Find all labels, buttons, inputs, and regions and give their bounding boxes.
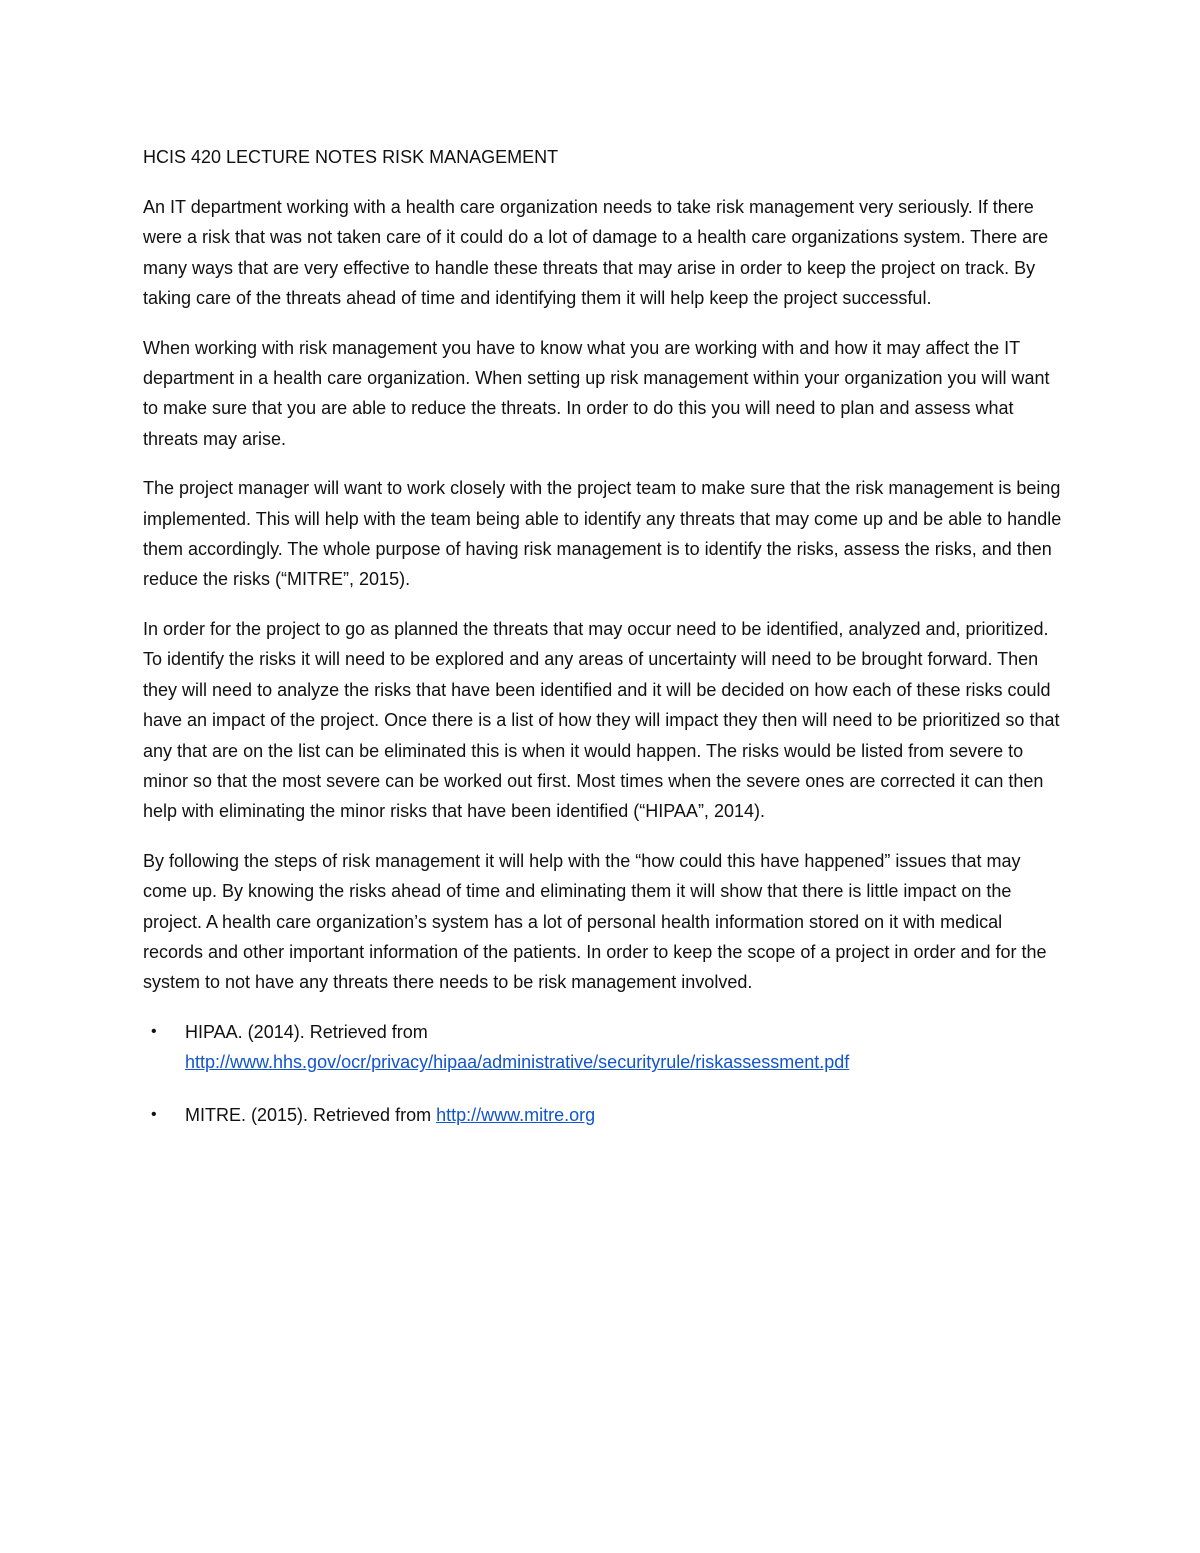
- paragraph-identify-analyze: In order for the project to go as planned the threats that may occur need to be identified, analyzed and, prioritized. To identify the risks it will need to be explored and any areas of uncertainty will need to be brought forward. Then they will need to analyze the risks that have been identified and it will be decided on how each of these risks could have an impact of the project. Once there is a list of how they will impact they then will need to be prioritized so that any that are on the list can be eliminated this is when it would happen. The risks would be listed from severe to minor so that the most severe can be worked out first. Most times when the severe ones are corrected it can then help with eliminating the minor risks that have been identified (“HIPAA”, 2014).: [143, 618, 1060, 822]
- paragraph-working-with-risk: When working with risk management you have to know what you are working with and how it may affect the IT department in a health care organization. When setting up risk management within your organization you will want to make sure that you are able to reduce the threats. In order to do this you will need to plan and assess what threats may arise.: [143, 337, 1050, 449]
- reference-item-mitre: [143, 1100, 1063, 1130]
- reference-item-hipaa: [143, 1017, 1063, 1078]
- references-list: [143, 1017, 1063, 1130]
- reference-link-hipaa[interactable]: http://www.hhs.gov/ocr/privacy/hipaa/administrative/securityrule/riskassessment.pdf: [185, 1052, 850, 1073]
- paragraph-intro: An IT department working with a health care organization needs to take risk management very seriously. If there were a risk that was not taken care of it could do a lot of damage to a health care organizations system. There are many ways that are very effective to handle these threats that may arise in order to keep the project on track. By taking care of the threats ahead of time and identifying them it will help keep the project successful.: [143, 197, 1049, 309]
- paragraph-project-manager: The project manager will want to work closely with the project team to make sure that the risk management is being implemented. This will help with the team being able to identify any threats that may come up and be able to handle them accordingly. The whole purpose of having risk management is to identify the risks, assess the risks, and then reduce the risks (“MITRE”, 2015).: [143, 478, 1062, 590]
- bullet-icon: •: [151, 1022, 157, 1040]
- reference-link-mitre[interactable]: http://www.mitre.org: [436, 1104, 596, 1125]
- document-body: [143, 142, 1063, 1152]
- bullet-icon: •: [151, 1105, 157, 1123]
- paragraph-conclusion: By following the steps of risk management it will help with the “how could this have happened” issues that may come up. By knowing the risks ahead of time and eliminating them it will show that there is little impact on the project. A health care organization’s system has a lot of personal health information stored on it with medical records and other important information of the patients. In order to keep the scope of a project in order and for the system to not have any threats there needs to be risk management involved.: [143, 850, 1047, 993]
- reference-text: MITRE. (2015). Retrieved from: [185, 1104, 432, 1125]
- reference-text: HIPAA. (2014). Retrieved from: [185, 1021, 428, 1042]
- document-title: HCIS 420 LECTURE NOTES RISK MANAGEMENT: [143, 147, 559, 167]
